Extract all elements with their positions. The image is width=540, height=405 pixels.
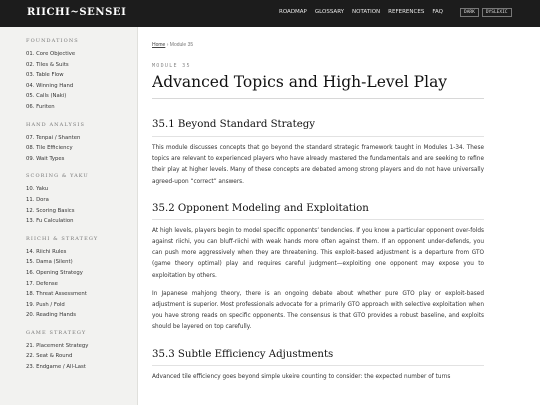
sidebar-section-title: FOUNDATIONS [26,38,79,44]
page-title: Advanced Topics and High-Level Play [152,73,484,99]
sidebar-item[interactable]: 16. Opening Strategy [26,269,83,276]
sidebar-item[interactable]: 20. Reading Hands [26,312,76,319]
breadcrumb-home-link[interactable]: Home [152,42,166,48]
body-paragraph: Advanced tile efficiency goes beyond simple ukeire counting to consider: the expected number of turns [152,373,451,380]
sidebar-item[interactable]: 04. Winning Hand [26,82,74,89]
sidebar-item[interactable]: 11. Dora [26,196,49,203]
sidebar-item[interactable]: 23. Endgame / All-Last [26,364,86,371]
sidebar-item[interactable]: 07. Tenpai / Shanten [26,134,81,141]
sidebar-item[interactable]: 13. Fu Calculation [26,218,74,225]
dyslexic-font-toggle[interactable]: DYSLEXIC [482,8,512,17]
sidebar-section-foundations [26,49,137,113]
sidebar-item[interactable]: 03. Table Flow [26,72,64,79]
section-heading: 35.3 Subtle Efficiency Adjustments [152,349,484,366]
section-heading: 35.1 Beyond Standard Strategy [152,119,484,137]
nav-references[interactable]: REFERENCES [388,9,425,15]
breadcrumb [152,42,484,48]
sidebar-section-title: GAME STRATEGY [26,329,87,336]
sidebar-item[interactable]: 12. Scoring Basics [26,207,75,214]
sidebar-item[interactable]: 14. Riichi Rules [26,248,67,255]
nav-notation[interactable]: NOTATION [352,9,381,15]
sidebar-item[interactable]: 21. Placement Strategy [26,342,89,349]
breadcrumb-current: Module 35 [169,42,194,48]
sidebar-item[interactable]: 19. Push / Fold [26,301,65,308]
sidebar-item[interactable]: 18. Threat Assessment [26,291,87,298]
sidebar-section-title: SCORING & YAKU [26,173,89,180]
sidebar-item[interactable]: 09. Wait Types [26,155,65,162]
sidebar-item[interactable]: 08. Tile Efficiency [26,145,73,152]
sidebar-item[interactable]: 01. Core Objective [26,51,76,57]
sidebar-section-title: HAND ANALYSIS [26,121,85,128]
sidebar-item[interactable]: 17. Defense [26,280,58,287]
section-heading: 35.2 Opponent Modeling and Exploitation [152,203,484,220]
body-paragraph: This module discusses concepts that go beyond the standard strategic framework taught in Modules 1-34. These topics are relevant to experienced players who have already mastered the fundamentals and are seeking to refine their play at higher levels. Many of these concepts are debated among strong players and do not have universally agreed-upon “correct” answers. [152,145,484,185]
sidebar-section-game-strategy [26,341,137,373]
sidebar-item[interactable]: 10. Yaku [26,186,49,193]
sidebar-section-hand-analysis [26,133,137,165]
body-paragraph: In Japanese mahjong theory, there is an ongoing debate about whether pure GTO play or exploit-based adjustment is superior. Most professionals advocate for a primarily GTO approach with selective exploitation when you have strong reads on specific opponents. The consensus is that GTO provides a robust baseline, and exploits should be layered on top carefully. [152,290,484,331]
sidebar-section-title: RIICHI & STRATEGY [26,235,99,242]
breadcrumb-separator: › [165,42,170,48]
sidebar [0,27,138,405]
nav-glossary[interactable]: GLOSSARY [314,9,345,15]
sidebar-item[interactable]: 02. Tiles & Suits [26,61,69,68]
site-logo[interactable]: RIICHI~SENSEI [27,7,127,18]
sidebar-item[interactable]: 05. Calls (Naki) [26,93,67,100]
top-navigation-bar [0,0,540,27]
sidebar-section-scoring [26,184,137,226]
display-toggles [460,8,515,17]
sidebar-item[interactable]: 15. Dama (Silent) [26,259,73,266]
sidebar-item[interactable]: 06. Furiten [26,103,55,110]
dark-mode-toggle[interactable]: DARK [460,8,479,17]
module-label: MODULE 35 [152,63,191,69]
body-paragraph: At high levels, players begin to model specific opponents’ tendencies. If you know a particular opponent over-folds against riichi, you can bluff-riichi with weak hands more often against them. If an opponent under-defends, you can push more aggressively when they are threatening. This exploit-based adjustment is a departure from GTO (game theory optimal) play and requires careful judgment—exploiting one opponent may expose you to exploitation by others. [152,227,484,279]
sidebar-item[interactable]: 22. Seat & Round [26,353,73,360]
main-nav [279,9,451,15]
main-content [152,27,484,405]
nav-roadmap[interactable]: ROADMAP [279,9,307,15]
sidebar-section-riichi-strategy [26,247,137,321]
nav-faq[interactable]: FAQ [432,9,443,15]
